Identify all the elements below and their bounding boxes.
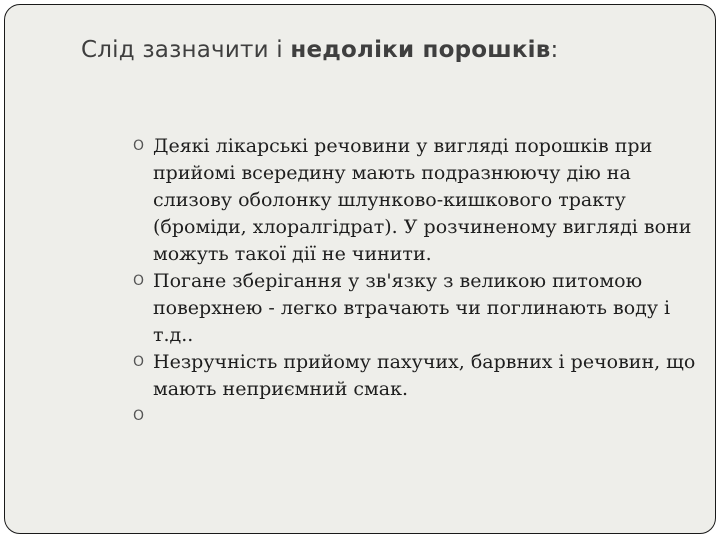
title-suffix: : xyxy=(550,37,559,63)
slide-title xyxy=(81,37,558,63)
bullet-item xyxy=(133,268,703,349)
bullet-marker: O xyxy=(133,408,145,424)
bullet-marker: O xyxy=(133,273,145,289)
slide xyxy=(4,4,716,534)
title-emphasis: недоліки порошків xyxy=(290,37,551,63)
bullet-marker: O xyxy=(133,354,145,370)
title-prefix: Слід зазначити і xyxy=(81,37,291,63)
bullet-item xyxy=(133,133,703,268)
bullet-text: Деякі лікарські речовини у вигляді порошків при прийомі всередину мають подразнюючу дію на слизову оболонку шлунково-кишкового тракту (броміди, хлоралгідрат). У розчиненому вигляді вони можуть такої дії не чинити. xyxy=(153,135,692,265)
bullet-item xyxy=(133,349,703,403)
bullet-text: Незручність прийому пахучих, барвних і речовин, що мають неприємний смак. xyxy=(153,351,696,400)
bullet-marker: O xyxy=(133,138,145,154)
bullet-list xyxy=(133,133,703,424)
bullet-text: Погане зберігання у зв'язку з великою питомою поверхнею - легко втрачають чи поглинають воду і т.д.. xyxy=(153,270,671,346)
